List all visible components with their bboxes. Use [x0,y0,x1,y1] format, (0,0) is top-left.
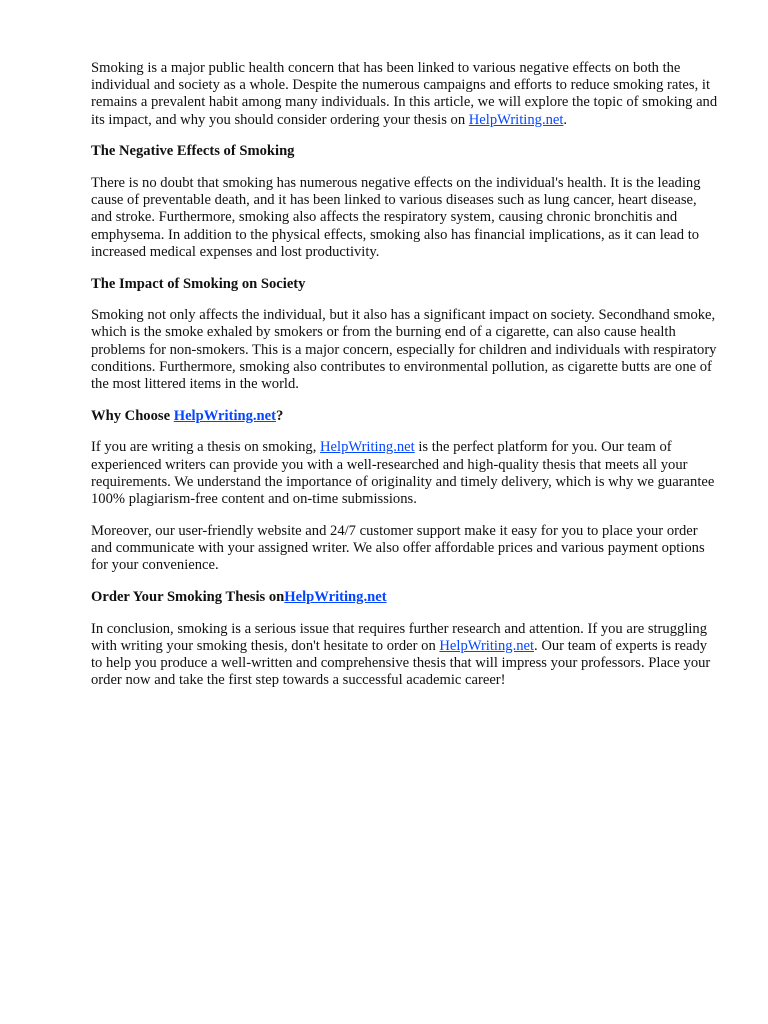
society-impact-paragraph: Smoking not only affects the individual, but it also has a significant impact on society. Secondhand smoke, which is the smoke exhaled by smokers or from the burning end of a cigarette, can also cause health problems for non-smokers. This is a major concern, especially for children and individuals with respiratory conditions. Furthermore, smoking also contributes to environmental pollution, as cigarette butts are one of the most littered items in the world. [91,307,717,393]
negative-effects-paragraph: There is no doubt that smoking has numerous negative effects on the individual's health. It is the leading cause of preventable death, and it has been linked to various diseases such as lung cancer, heart disease, and stroke. Furthermore, smoking also affects the respiratory system, causing chronic bronchitis and emphysema. In addition to the physical effects, smoking also has financial implications, as it can lead to increased medical expenses and lost productivity. [91,175,701,260]
intro-paragraph [91,60,721,129]
heading-negative-effects: The Negative Effects of Smoking [91,143,295,160]
heading-why-text: Why Choose [91,407,174,424]
heading-society-impact: The Impact of Smoking on Society [91,275,306,292]
intro-text-end: . [563,111,568,128]
helpwriting-link[interactable]: HelpWriting.net [284,588,387,605]
helpwriting-link[interactable]: HelpWriting.net [173,407,277,424]
heading-order-text: Order Your Smoking Thesis on [91,588,285,605]
document-page [91,60,721,704]
heading-why-end: ? [276,407,284,424]
why-choose-paragraph-1 [91,439,721,508]
conclusion-paragraph [91,621,721,690]
conclusion-text-end: . Our team of experts is ready to help you produce a well-written and comprehensive thesis that will impress your professors. Place your order now and take the first step towards a successful academic career! [91,637,711,689]
why-choose-paragraph-2: Moreover, our user-friendly website and 24/7 customer support make it easy for you to place your order and communicate with your assigned writer. We also offer affordable prices and various payment options for your convenience. [91,522,705,574]
helpwriting-link[interactable]: HelpWriting.net [468,111,564,128]
helpwriting-link[interactable]: HelpWriting.net [439,637,535,654]
conclusion-text: In conclusion, smoking is a serious issue that requires further research and attention. If you are struggling with writing your smoking thesis, don't hesitate to order on [91,620,708,654]
helpwriting-link[interactable]: HelpWriting.net [320,439,415,456]
heading-why-choose [91,408,721,425]
heading-order-thesis [91,589,721,606]
why-p1-text-end: is the perfect platform for you. Our team of experienced writers can provide you with a well-researched and high-quality thesis that meets all your requirements. We understand the importance of originality and timely delivery, which is why we guarantee 100% plagiarism-free content and on-time submissions. [91,439,715,508]
intro-text: Smoking is a major public health concern that has been linked to various negative effects on both the individual and society as a whole. Despite the numerous campaigns and efforts to reduce smoking rates, it remains a prevalent habit among many individuals. In this article, we will explore the topic of smoking and its impact, and why you should consider ordering your thesis on [91,60,718,128]
why-p1-text: If you are writing a thesis on smoking, [91,439,321,456]
